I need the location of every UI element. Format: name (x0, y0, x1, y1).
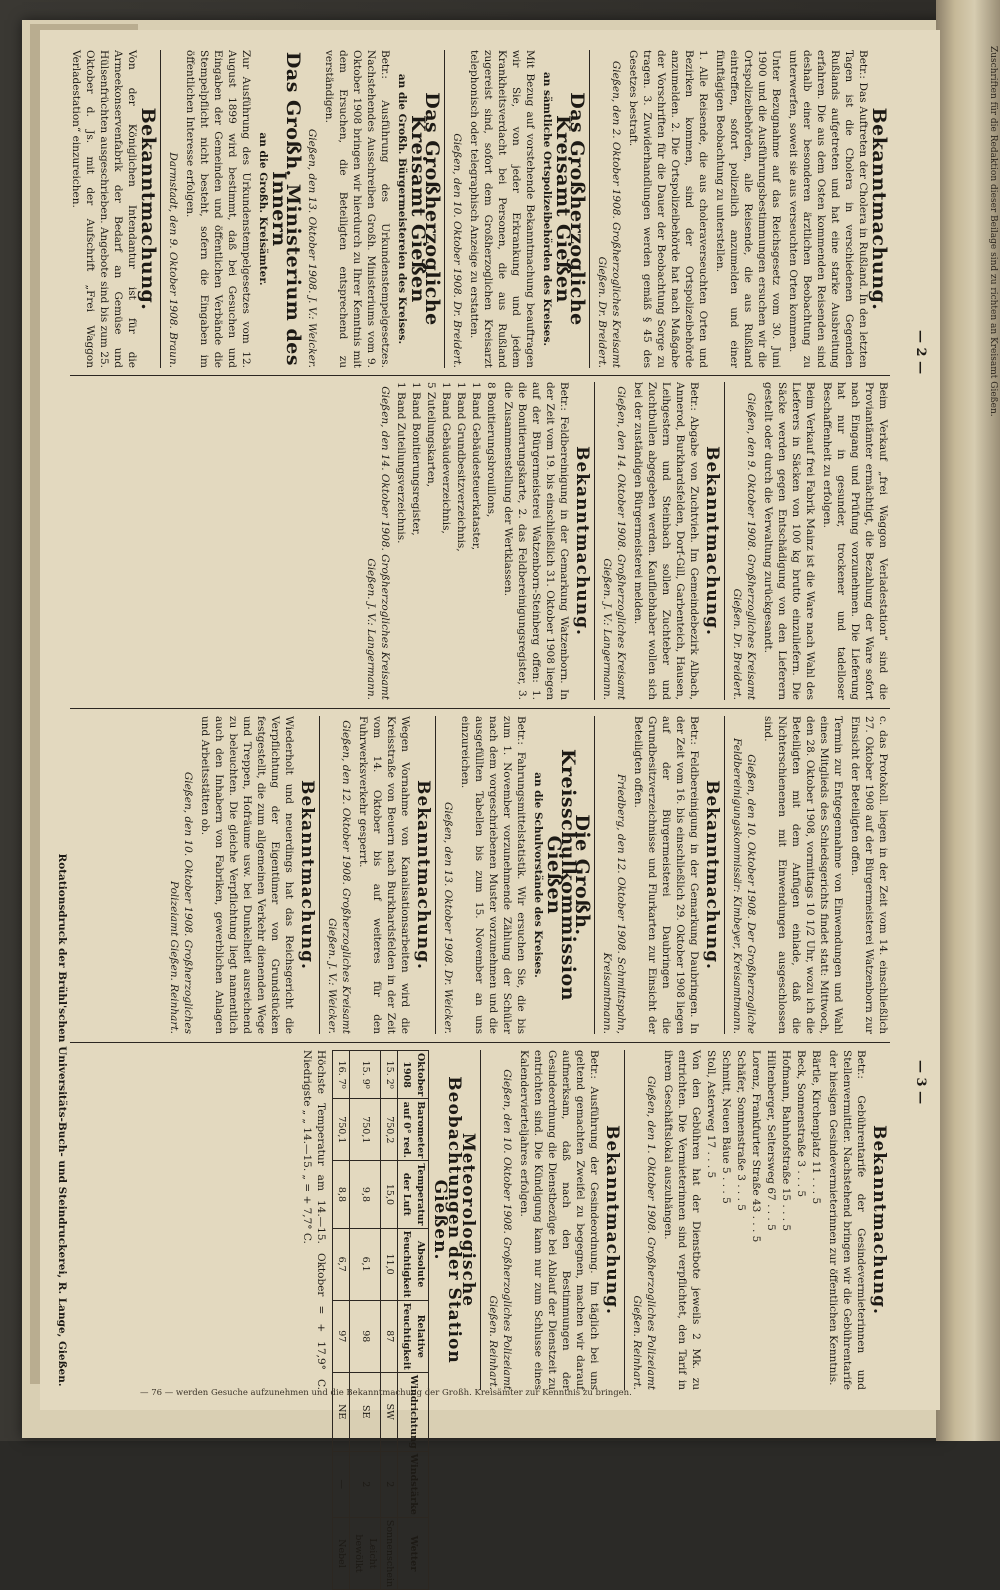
table-cell: — (333, 1451, 350, 1517)
adjacent-page-note: Zuschriften für die Redaktion dieser Beilage sind zu richten an Kreisamt Gießen. (988, 46, 998, 417)
heading: Bekanntmachung. (702, 780, 722, 970)
paragraph: Mit Bezug auf vorstehende Bekanntmachung beauftragen wir Sie, von jeder Erkrankung und jedem Krankheitsverdacht bei Personen, die aus Rußland zugereist sind, sofort dem Großherzoglichen Kreisarzt telephonisch oder telegraphisch Anzeige zu erstatten. (468, 50, 536, 368)
divider (480, 1050, 481, 1390)
heading: Bekanntmachung. (702, 446, 722, 636)
table-cell: 9,8 (350, 1161, 381, 1228)
paragraph: Unter Bezugnahme auf das Reichsgesetz vom 30. Juni 1900 und die Ausführungsbestimmungen ersuchen wir die Ortspolizeibehörden, alle Reisende, die aus Rußland eintreffen, sofort polizeilich anzumelden und einer fünftägigen Beobachtung zu unterstellen. (714, 50, 782, 368)
table-cell: 97 (333, 1300, 350, 1372)
heading: Bekanntmachung. (297, 780, 317, 970)
column-2 (70, 382, 890, 700)
heading: Bekanntmachung. (868, 107, 890, 311)
divider (444, 50, 445, 368)
divider (594, 716, 595, 1034)
list-item: Lorenz, Frankfurter Straße 43 . . . 5 (750, 1050, 762, 1243)
heading: Meteorologische Beobachtungen der Station Gießen. (430, 1076, 478, 1364)
signature: Gießen, den 10. Oktober 1908. Dr. Breidert. (451, 133, 463, 368)
heading: Das Großherzogliche Kreisamt Gießen (552, 92, 588, 326)
table-header: Windrichtung (398, 1372, 429, 1451)
divider (594, 382, 595, 700)
paragraph: Beim Verkauf „frei Waggon Verladestation“ sind die Proviantämter ermächtigt, die Bezahlung der Ware sofort nach Eingang und Prüfung vorzunehmen. Die Lieferung hat nur in gesunder, trockener und tadelloser Beschaffenheit zu erfolgen. (821, 382, 889, 700)
table-header: Temperatur der Luft (398, 1161, 429, 1228)
table-row (381, 1051, 398, 1590)
paragraph: Betr.: Fahrungsmittelstatistik. Wir ersuchen Sie, die bis zum 1. November vorzunehmende Zählung der Schüler nach dem vorgeschriebenen Muster vorzunehmen und die ausgefüllten Tabellen bis zum 15. November an uns einzureichen. (459, 716, 527, 1034)
divider (724, 382, 725, 700)
table-cell: 98 (350, 1300, 381, 1372)
table-header: Oktober 1908 (398, 1051, 429, 1099)
tariff-list (704, 1050, 823, 1390)
table-row (350, 1051, 381, 1590)
divider (319, 716, 320, 1034)
signature: Gießen, den 14. Oktober 1908. Großherzogliches Kreisamt Gießen. J. V.: Langermann. (365, 386, 391, 700)
subheading: an die Schulvorstände des Kreises. (532, 772, 544, 978)
column-rule (70, 708, 890, 709)
signature: Gießen, den 12. Oktober 1908. Großherzogliches Kreisamt Gießen. J. V.: Weicker. (326, 720, 352, 1034)
subheading: an die Großh. Bürgermeistereien des Kreises. (396, 73, 408, 345)
table-cell: SW (381, 1372, 398, 1451)
paragraph: Betr.: Ausführung der Gesindeordnung. Im täglich bei uns geltend gemachten Zweifel zu begegnen, machen wir darauf aufmerksam, daß nach den Bestimmungen der Gesindeordnung die Dienstbezüge bei Ablauf der Dienstzeit zu entrichten sind. Die Kündigung kann nur zum Schlusse eines Kalendervierteljahres erfolgen. (518, 1050, 600, 1390)
list-item: 1 Band Grundbesitzverzeichnis, (455, 382, 467, 552)
table-header: Absolute Feuchtigkeit (398, 1228, 429, 1300)
paragraph: Betr.: Gebührentarife der Gesindevermieterinnen und Stellenvermittler. Nachstehend bringen wir die Gebührentarife der hiesigen Gesindevermieterinnen zur öffentlichen Kenntnis. (827, 1050, 867, 1390)
list-item: Bärtle, Kirchenplatz 11 . . . 5 (810, 1050, 822, 1205)
heading: Bekanntmachung. (137, 107, 159, 311)
divider (624, 1050, 625, 1390)
table-header: Windstärke (398, 1451, 429, 1517)
divider (435, 716, 436, 1034)
list-item: Hofmann, Bahnhofstraße 15 . . . 5 (780, 1050, 792, 1232)
heading: Das Großherzogliche Kreisamt Gießen (407, 92, 443, 326)
table-cell: 750,1 (333, 1099, 350, 1161)
table-cell: 6,1 (350, 1228, 381, 1300)
weather-table (332, 1050, 429, 1590)
paragraph: Termin zur Entgegennahme von Einwendungen und Wahl eines Mitglieds des Schiedsgerichts findet statt: Mittwoch, den 28. Oktober 1908, vormittags 10 1/2 Uhr, wozu ich die Beteiligten mit dem Anfügen einlade, daß die Nichterschienenen mit Einwendungen ausgeschlossen sind. (762, 716, 844, 1034)
paragraph: Wegen Vornahme von Kanalisationsarbeiten wird die Kreisstraße von Beuern nach Burkhardsfelden in der Zeit vom 14. Oktober bis auf weiteres für den Fuhrwerksverkehr gesperrt. (357, 716, 411, 1034)
paragraph: Betr.: Ausführung des Urkundenstempelgesetzes. Nachstehendes Ausschreiben Großh. Ministeriums vom 9. Oktober 1908 bringen wir hierdurch zu Ihrer Kenntnis mit dem Ersuchen, die Beteiligten entsprechend zu verständigen. (323, 50, 391, 368)
printer-imprint: Rotationsdruck der Brühl'schen Universitäts-Buch- und Steindruckerei, R. Lange, Gießen. (56, 853, 68, 1387)
table-cell: Leicht bewölkt (350, 1517, 381, 1589)
table-cell: Nebel (333, 1517, 350, 1589)
table-cell: Sonnenschein (381, 1517, 398, 1589)
paragraph: Betr.: Abgabe von Zuchtvieh. Im Gemeindebezirk Albach, Annerod, Burkhardsfelden, Dorf-Gill, Garbenteich, Hausen, Leihgestern und Steinbach sollen Zuchteber und Zuchtbullen abgegeben werden. Kaufliebhaber wollen sich bei der zuständigen Bürgermeisterei melden. (632, 382, 700, 700)
divider (160, 50, 161, 368)
column-3 (70, 716, 890, 1034)
table-cell: 750,1 (350, 1099, 381, 1161)
table-header-row (398, 1051, 429, 1590)
heading: Das Großh. Ministerium des Innern (268, 51, 304, 367)
column-rule (70, 375, 890, 376)
table-cell: 6,7 (333, 1228, 350, 1300)
paragraph: Von der Königlichen Intendantur ist für die Armeekonservenfabrik der Bedarf an Gemüse und Hülsenfrüchten ausgeschrieben. Angebote sind bis zum 25. Oktober d. Js. mit der Aufschrift „Frei Waggon Verladestation“ einzureichen. (70, 50, 138, 368)
paragraph: Von den Gebühren hat der Dienstbote jeweils 2 Mk. zu entrichten. Die Vermieterinnen sind verpflichtet, den Tarif in ihrem Geschäftslokal auszuhängen. (662, 1050, 702, 1390)
table-cell: 16. 7⁰ (333, 1051, 350, 1099)
bottom-adjacent-strip (140, 1388, 930, 1434)
table-cell: 2 (350, 1451, 381, 1517)
list-item: 1 Band Gebäudeverzeichnis, (440, 382, 452, 534)
signature: Gießen, den 10. Oktober 1908. Großherzogliches Polizeiamt Gießen. Reinhart. (487, 1069, 513, 1390)
table-header: Wetter (398, 1517, 429, 1589)
paragraph: Betr.: Feldbereinigung in der Gemarkung Watzenborn. In der Zeit vom 19. bis einschließlich 31. Oktober 1908 liegen auf der Bürgermeisterei Watzenborn-Steinberg offen: 1. die Bonitierungskarte, 2. das Feldbereinigungsregister, 3. die Zusammenstellung der Wertklassen. (502, 382, 570, 700)
signature: Gießen, den 14. Oktober 1908. Großherzogliches Kreisamt Gießen. J. V.: Langermann. (601, 386, 627, 700)
table-cell: SE (350, 1372, 381, 1451)
divider (724, 716, 725, 1034)
signature: Gießen, den 10. Oktober 1908. Großherzogliches Polizeiamt Gießen. Reinhart. (168, 771, 194, 1034)
document-list (394, 382, 498, 700)
heading: Bekanntmachung. (602, 1125, 622, 1315)
list-item: Schmitt, Neuen Bäue 5 . . . 5 (720, 1050, 732, 1204)
page-number-left: — 2 — (913, 330, 928, 375)
table-cell: 2 (381, 1451, 398, 1517)
signature: Gießen, den 1. Oktober 1908. Großherzogliches Polizeiamt Gießen. Reinhart. (631, 1075, 657, 1390)
list-item: 1 Band Zuteilungsverzeichnis. (395, 382, 407, 544)
column-rule (70, 1042, 890, 1043)
paragraph: Beim Verkauf frei Fabrik Mainz ist die Ware nach Wahl des Lieferers in Säcken von 100 kg brutto einzuliefern. Die Säcke werden gegen Entschädigung von den Lieferern gestellt oder durch die Verwaltung zurückgesandt. (762, 382, 816, 700)
signature: Darmstadt, den 9. Oktober 1908. Braun. (167, 152, 179, 368)
heading: Bekanntmachung. (869, 1125, 889, 1315)
subheading: an sämtliche Ortspolizeibehörden des Kreises. (541, 71, 553, 347)
signature: Gießen, den 13. Oktober 1908. Dr. Weicker. (442, 801, 454, 1034)
signature: Gießen, den 13. Oktober 1908. J. V.: Weicker. (306, 128, 318, 368)
list-item: Schäfer, Sonnenstraße 3 . . . 5 (735, 1050, 747, 1211)
temperature-extremes: Höchste Temperatur am 14.—15. Oktober = + 17,9° C. Niedrigste „ „ 14.—15. „ = + 7,7° C. (301, 1050, 327, 1390)
paragraph: Betr.: Das Auftreten der Cholera in Rußland. In den letzten Tagen ist die Cholera in verschiedenen Gegenden Rußlands aufgetreten und hat eine starke Ausbreitung erfahren. Die aus dem Osten kommenden Reisenden sind deshalb einer besonderen ärztlichen Beobachtung zu unterwerfen, soweit sie aus verseuchten Orten kommen. (787, 50, 869, 368)
list-item: Beck, Sonnenstraße 3 . . . 5 (795, 1050, 807, 1198)
paragraph: Betr.: Feldbereinigung in der Gemarkung Daubringen. In der Zeit vom 16. bis einschließlich 29. Oktober 1908 liegen auf der Bürgermeisterei Daubringen die Grundbesitzverzeichnisse und Flurkarten zur Einsicht der Beteiligten offen. (632, 716, 700, 1034)
table-cell: 8,8 (333, 1161, 350, 1228)
signature: Gießen, den 2. Oktober 1908. Großherzogliches Kreisamt Gießen. Dr. Breidert. (596, 60, 622, 368)
bottom-adjacent-text: — 76 — werden Gesuche aufzunehmen und die Bekanntmachung der Großh. Kreisämter zur Kenntnis zu bringen. (140, 1388, 632, 1398)
paragraph: 1. Alle Reisende, die aus choleraverseuchten Orten und Bezirken kommen, sind der Ortspolizeibehörde anzumelden. 2. Die Ortspolizeibehörde hat nach Maßgabe der Vorschriften für die Dauer der Beobachtung Sorge zu tragen. 3. Zuwiderhandlungen werden gemäß § 45 des Gesetzes bestraft. (627, 50, 709, 368)
list-item: 1 Band Gebäudesteuerkataster, (470, 382, 482, 551)
table-cell: 15. 2⁰ (381, 1051, 398, 1099)
page-number-right: — 3 — (913, 1060, 928, 1105)
table-cell: 87 (381, 1300, 398, 1372)
paragraph: c. das Protokoll. liegen in der Zeit vom 14. einschließlich 27. Oktober 1908 auf der Bürgermeisterei Watzenborn zur Einsicht der Beteiligten offen. (849, 716, 889, 1034)
heading: Die Großh. Kreisschulkommission Gießen (543, 749, 593, 1001)
table-cell: 11,0 (381, 1228, 398, 1300)
heading: Bekanntmachung. (572, 446, 592, 636)
paragraph: Zur Ausführung des Urkundenstempelgesetzes vom 12. August 1899 wird bestimmt, daß bei Gesuchen und Eingaben der Gemeinden und öffentlichen Verbände die Stempelpflicht nicht besteht, sofern die Eingaben im öffentlichen Interesse erfolgen. (184, 50, 252, 368)
table-cell: 15. 9⁰ (350, 1051, 381, 1099)
rotated-page (40, 30, 940, 1588)
list-item: Hiltenberger, Seltersweg 67 . . . 5 (765, 1050, 777, 1231)
column-1 (70, 50, 890, 368)
table-cell: NE (333, 1372, 350, 1451)
adjacent-page-text (944, 40, 1000, 1420)
signature: Friedberg, den 12. Oktober 1908. Schmittspahn, Kreisamtmann. (601, 773, 627, 1034)
divider (589, 50, 590, 368)
paragraph: Wiederholt und neuerdings hat das Reichsgericht die Verpflichtung der Eigentümer von Grundstücken festgestellt, die zum allgemeinen Verkehr dienenden Wege und Treppen, Hofräume usw. bei Dunkelheit ausreichend zu beleuchten. Die gleiche Verpflichtung liegt namentlich auch den Inhabern von Fabriken, gewerblichen Anlagen und Arbeitsstätten ob. (199, 716, 295, 1034)
table-cell: 15,0 (381, 1161, 398, 1228)
subheading: an die Großh. Kreisämter. (257, 132, 269, 286)
table-header: Barometer auf 0° red. (398, 1099, 429, 1161)
list-item: 5 Zuteilungskarten, (425, 382, 437, 488)
list-item: Stoll, Asterweg 17 . . . 5 (705, 1050, 717, 1179)
signature: Gießen, den 10. Oktober 1908. Der Großherzogliche Feldbereinigungskommissär: Kimbeyer, Kreisamtmann. (731, 737, 757, 1034)
list-item: 1 Band Bonitierungsregister, (410, 382, 422, 536)
heading: Bekanntmachung. (413, 780, 433, 970)
adjacent-page-strip (944, 40, 1000, 1420)
table-row (333, 1051, 350, 1590)
table-cell: 750,2 (381, 1099, 398, 1161)
list-item: 8 Bonitierungsbrouillons, (485, 382, 497, 518)
signature: Gießen, den 9. Oktober 1908. Großherzogliches Kreisamt Gießen. Dr. Breidert. (731, 392, 757, 700)
table-header: Relative Feuchtigkeit (398, 1300, 429, 1372)
